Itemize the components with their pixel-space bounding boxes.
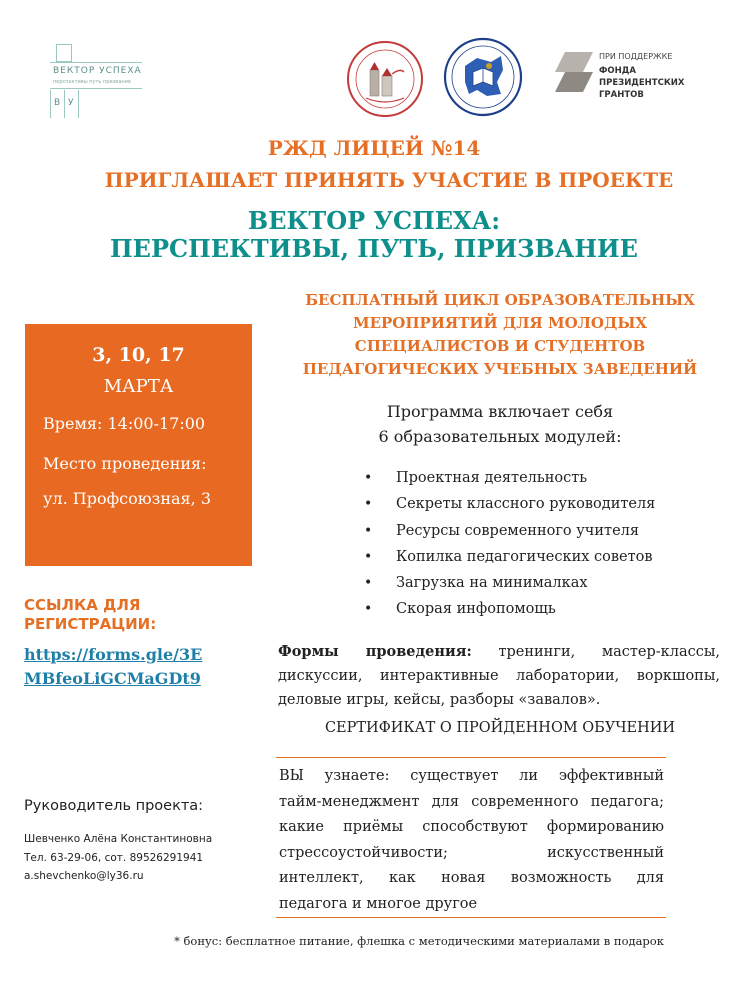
project-title: ВЕКТОР УСПЕХА: bbox=[247, 206, 501, 235]
grant-name: ФОНДА ПРЕЗИДЕНТСКИХ ГРАНТОВ bbox=[599, 66, 685, 100]
list-item: • Копилка педагогических советов bbox=[364, 548, 653, 565]
bonus-note: * бонус: бесплатное питание, флешка с методическими материалами в подарок bbox=[174, 934, 664, 948]
event-dates: 3, 10, 17 bbox=[92, 344, 185, 366]
learn-paragraph: ВЫ узнаете: существует ли эффективный тайм-менеджмент для современного педагога; какие приёмы способствуют формированию стрессоустойчивости; искусственный интеллект, как новая возможность для педагога и многое другое bbox=[279, 768, 664, 912]
logo-subtitle: перспективы путь призвание bbox=[53, 79, 131, 85]
event-place-label: Место проведения: bbox=[43, 454, 207, 473]
registration-link[interactable]: https://forms.gle/3E MBfeoLiGCMaGDt9 bbox=[24, 645, 203, 688]
lyceum-title: РЖД ЛИЦЕЙ №14 bbox=[267, 136, 481, 160]
leader-phone: Тел. 63-29-06, сот. 89526291941 bbox=[24, 852, 204, 864]
cycle-description: БЕСПЛАТНЫЙ ЦИКЛ ОБРАЗОВАТЕЛЬНЫХ МЕРОПРИЯТИЙ ДЛЯ МОЛОДЫХ СПЕЦИАЛИСТОВ И СТУДЕНТОВ ПЕДАГОГИЧЕСКИХ УЧЕБНЫХ ЗАВЕДЕНИЙ bbox=[302, 291, 698, 378]
divider bbox=[276, 917, 666, 918]
forms-paragraph bbox=[278, 640, 720, 712]
presidential-grants-logo bbox=[555, 50, 685, 102]
forms-text: тренинги, мастер-классы, дискуссии, интерактивные лаборатории, воркшопы, деловые игры, кейсы, разборы «завалов». bbox=[278, 644, 720, 708]
list-item: • Скорая инфопомощь bbox=[364, 601, 556, 618]
ministry-emblem-icon bbox=[443, 36, 523, 118]
list-item: • Секреты классного руководителя bbox=[364, 496, 656, 513]
logo-divider bbox=[50, 88, 142, 89]
logo-name: ВЕКТОР УСПЕХА bbox=[53, 66, 142, 76]
logo-letter-v: В bbox=[54, 98, 61, 108]
leader-email[interactable]: a.shevchenko@ly36.ru bbox=[24, 870, 144, 882]
invite-title: ПРИГЛАШАЕТ ПРИНЯТЬ УЧАСТИЕ В ПРОЕКТЕ bbox=[104, 168, 674, 192]
leader-name: Шевченко Алёна Константиновна bbox=[24, 833, 213, 845]
leader-title: Руководитель проекта: bbox=[24, 798, 204, 814]
divider bbox=[276, 757, 666, 758]
lyceum-emblem-icon bbox=[346, 40, 424, 118]
forms-label: Формы проведения: bbox=[278, 643, 472, 660]
list-item: • Проектная деятельность bbox=[364, 470, 588, 486]
certificate-note: СЕРТИФИКАТ О ПРОЙДЕННОМ ОБУЧЕНИИ bbox=[324, 720, 676, 736]
logo-letter-u: У bbox=[68, 98, 74, 108]
event-time: Время: 14:00-17:00 bbox=[43, 414, 206, 433]
list-item: • Загрузка на минималках bbox=[364, 575, 588, 592]
logo-mark-icon bbox=[56, 44, 72, 62]
grant-label: ПРИ ПОДДЕРЖКЕ bbox=[599, 52, 673, 61]
list-item: • Ресурсы современного учителя bbox=[364, 522, 640, 539]
logo-divider bbox=[50, 62, 142, 63]
event-info-box bbox=[25, 324, 252, 566]
event-month: МАРТА bbox=[103, 376, 174, 397]
program-intro: Программа включает себя 6 образовательных модулей: bbox=[378, 402, 622, 446]
modules-list bbox=[360, 468, 720, 626]
vector-uspekha-logo bbox=[50, 42, 145, 122]
project-subtitle: ПЕРСПЕКТИВЫ, ПУТЬ, ПРИЗВАНИЕ bbox=[110, 234, 638, 263]
registration-title: ССЫЛКА ДЛЯ РЕГИСТРАЦИИ: bbox=[24, 596, 157, 633]
event-place: ул. Профсоюзная, 3 bbox=[43, 489, 211, 508]
grant-mark-icon bbox=[555, 52, 593, 92]
